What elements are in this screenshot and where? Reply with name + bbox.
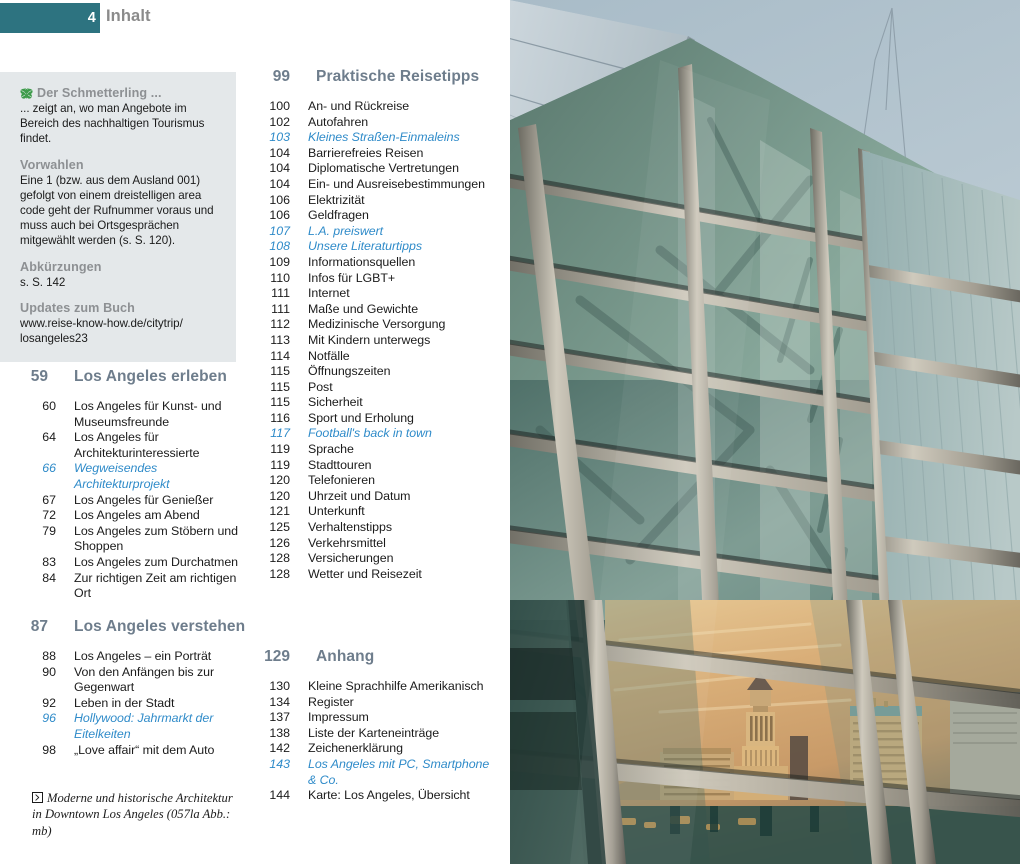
- toc-entry[interactable]: [252, 536, 500, 552]
- toc-section-page: 129: [264, 648, 290, 665]
- toc-entry-title: Zur richtigen Zeit am richtigen Ort: [74, 570, 237, 601]
- toc-entry-title: Los Angeles zum Durchatmen: [74, 554, 238, 569]
- toc-entry-page: 114: [270, 348, 290, 363]
- toc-entry-title: Los Angeles für Kunst- und Museumsfreunde: [74, 399, 222, 429]
- glass-facade-downtown-los-angeles-photo: [510, 0, 1020, 864]
- toc-entry[interactable]: [252, 458, 500, 474]
- toc-entry[interactable]: [252, 741, 500, 757]
- infobox-heading-updates: Updates zum Buch: [20, 300, 135, 315]
- toc-entry-page: 79: [42, 523, 56, 538]
- toc-entry-title: Karte: Los Angeles, Übersicht: [308, 788, 470, 803]
- toc-entry-title: Diplomatische Vertretungen: [308, 161, 459, 176]
- toc-entry-title: Los Angeles am Abend: [74, 508, 200, 523]
- toc-entry-page: 130: [269, 679, 290, 693]
- toc-entry-page: 110: [270, 270, 290, 285]
- toc-entry[interactable]: [252, 380, 500, 396]
- toc-section-anhang: [252, 648, 500, 804]
- toc-entry-title: Autofahren: [308, 114, 369, 129]
- toc-entry[interactable]: [252, 710, 500, 726]
- toc-entry[interactable]: [0, 711, 248, 742]
- toc-entry-page: 107: [269, 223, 290, 238]
- toc-entry-page: 119: [270, 457, 290, 472]
- toc-entry[interactable]: [252, 146, 500, 162]
- toc-entry-page: 120: [269, 473, 290, 488]
- toc-entry-title: Informationsquellen: [308, 254, 416, 269]
- toc-entry-title: Internet: [308, 286, 350, 301]
- toc-entry-page: 104: [269, 145, 290, 160]
- toc-entry-title: Ein- und Ausreisebestimmungen: [308, 176, 485, 191]
- infobox-heading-vorwahlen: Vorwahlen: [20, 157, 84, 172]
- toc-entry[interactable]: [252, 473, 500, 489]
- left-column: [0, 0, 248, 864]
- toc-entry-title: Kleine Sprachhilfe Amerikanisch: [308, 679, 484, 693]
- toc-entry-title: Von den Anfängen bis zur Gegenwart: [74, 664, 215, 695]
- toc-section-los-angeles-erleben: [0, 368, 248, 602]
- toc-entry-page: 64: [42, 430, 56, 445]
- toc-entry-page: 113: [270, 332, 290, 347]
- toc-entry-page: 96: [42, 711, 56, 726]
- toc-entry-page: 126: [269, 535, 290, 550]
- infobox-body-abkuerzungen: s. S. 142: [20, 275, 66, 289]
- toc-entry-title: Verkehrsmittel: [308, 535, 386, 550]
- toc-entry[interactable]: [252, 520, 500, 536]
- toc-entry[interactable]: [252, 115, 500, 131]
- infobox-heading-label: Der Schmetterling ...: [37, 86, 162, 100]
- toc-section-los-angeles-verstehen: [0, 618, 248, 758]
- toc-entry-title: Sport und Erholung: [308, 410, 414, 425]
- toc-entry-title: Öffnungszeiten: [308, 364, 391, 379]
- toc-entry-title: Football's back in town: [308, 426, 432, 441]
- page-title: Inhalt: [106, 7, 151, 25]
- toc-entry-page: 72: [42, 508, 56, 523]
- toc-entry-page: 108: [269, 239, 290, 254]
- toc-entry[interactable]: [252, 788, 500, 804]
- toc-entry-page: 84: [42, 570, 56, 585]
- toc-entry-page: 117: [270, 426, 290, 441]
- toc-entry[interactable]: [0, 461, 248, 492]
- toc-entry-page: 121: [269, 504, 290, 519]
- toc-section-page: 87: [30, 618, 48, 635]
- toc-entry-title: Telefonieren: [308, 473, 375, 488]
- toc-entry[interactable]: [252, 695, 500, 711]
- toc-entry-page: 102: [269, 114, 290, 129]
- toc-entry-page: 120: [269, 488, 290, 503]
- toc-entry-title: Zeichenerklärung: [308, 741, 403, 756]
- toc-entry-page: 111: [271, 301, 290, 316]
- toc-entry[interactable]: [252, 271, 500, 287]
- toc-entry[interactable]: [252, 504, 500, 520]
- toc-entry[interactable]: [252, 567, 500, 583]
- toc-entry-page: 138: [269, 725, 290, 740]
- toc-entry-page: 115: [270, 364, 290, 379]
- toc-entry-page: 134: [269, 694, 290, 709]
- toc-entry-page: 111: [271, 286, 290, 301]
- toc-entry-title: Uhrzeit und Datum: [308, 488, 411, 503]
- toc-entry-title: Wetter und Reisezeit: [308, 566, 422, 581]
- infobox-heading-schmetterling: [20, 86, 220, 100]
- toc-entry[interactable]: [252, 726, 500, 742]
- toc-entry[interactable]: [0, 665, 248, 696]
- toc-entry[interactable]: [0, 508, 248, 524]
- spacer: [20, 290, 220, 301]
- toc-entry-page: 137: [269, 710, 290, 725]
- toc-section-title: Los Angeles verstehen: [74, 618, 246, 635]
- toc-entry-title: Geldfragen: [308, 208, 369, 223]
- toc-entry-page: 143: [269, 756, 290, 771]
- toc-entry-page: 90: [42, 664, 56, 679]
- toc-entry-page: 115: [270, 379, 290, 394]
- toc-entry[interactable]: [252, 177, 500, 193]
- toc-entry[interactable]: [0, 696, 248, 712]
- toc-entry-page: 83: [42, 554, 56, 569]
- toc-entry[interactable]: [0, 743, 248, 759]
- toc-entry[interactable]: [252, 442, 500, 458]
- toc-entry-page: 128: [269, 566, 290, 581]
- toc-entry[interactable]: [252, 395, 500, 411]
- toc-entry-page: 98: [42, 742, 56, 757]
- toc-entry-page: 104: [269, 161, 290, 176]
- toc-entry-title: Wegweisendes Architekturprojekt: [74, 461, 170, 491]
- toc-entry-title: Liste der Karteneinträge: [308, 725, 440, 740]
- photo-caption-text: Moderne und historische Architektur in Downtown Los Angeles (057la Abb.: mb): [32, 791, 233, 838]
- infobox-body-vorwahlen: Eine 1 (bzw. aus dem Ausland 001) gefolgt von einem dreistelligen area code geht der Rufnummer voraus und muss auch bei Ortsgesprächen mitgewählt werden (s. S. 120).: [20, 173, 214, 248]
- toc-entry-title: Notfälle: [308, 348, 350, 363]
- toc-entry-title: Maße und Gewichte: [308, 301, 419, 316]
- toc-entry-title: Register: [308, 694, 354, 709]
- toc-entry[interactable]: [0, 524, 248, 555]
- toc-entry-page: 109: [269, 254, 290, 269]
- toc-entry[interactable]: [252, 99, 500, 115]
- toc-entry[interactable]: [0, 555, 248, 571]
- infobox-body-updates: www.reise-know-how.de/citytrip/ losangeles23: [20, 316, 183, 346]
- toc-entry[interactable]: [252, 130, 500, 146]
- toc-entry-title: Kleines Straßen-Einmaleins: [308, 130, 460, 145]
- toc-entry-title: Los Angeles – ein Porträt: [74, 649, 212, 663]
- toc-entry-title: Leben in der Stadt: [74, 695, 175, 710]
- toc-entry[interactable]: [252, 679, 500, 695]
- toc-entry-page: 125: [269, 520, 290, 535]
- toc-section-title: Anhang: [316, 648, 375, 665]
- toc-entry-title: Sprache: [308, 442, 354, 457]
- toc-entry-title: Medizinische Versorgung: [308, 317, 446, 332]
- toc-entry-title: Unterkunft: [308, 504, 365, 519]
- toc-section-header[interactable]: [252, 68, 500, 86]
- arrow-right-box-icon: [32, 792, 43, 803]
- toc-entry[interactable]: [0, 649, 248, 665]
- toc-section-page: 59: [30, 368, 48, 385]
- toc-entry-page: 60: [42, 399, 56, 413]
- toc-entry[interactable]: [252, 489, 500, 505]
- toc-entry-title: L.A. preiswert: [308, 223, 384, 238]
- toc-entry[interactable]: [0, 399, 248, 430]
- toc-entry[interactable]: [252, 208, 500, 224]
- toc-entry-title: „Love affair“ mit dem Auto: [74, 742, 215, 757]
- toc-entry[interactable]: [252, 426, 500, 442]
- toc-entry-title: Los Angeles für Architekturinteressierte: [74, 430, 200, 460]
- right-column: [252, 0, 502, 864]
- toc-entry-page: 100: [269, 99, 290, 113]
- toc-entry[interactable]: [252, 302, 500, 318]
- toc-entry-page: 116: [270, 410, 290, 425]
- toc-entry[interactable]: [0, 430, 248, 461]
- toc-entry[interactable]: [252, 239, 500, 255]
- toc-entry[interactable]: [252, 224, 500, 240]
- toc-entry[interactable]: [252, 161, 500, 177]
- toc-entry-page: 92: [42, 695, 56, 710]
- toc-entry[interactable]: [0, 493, 248, 509]
- toc-entry[interactable]: [252, 551, 500, 567]
- toc-entry-title: Stadttouren: [308, 457, 372, 472]
- toc-entry-title: Hollywood: Jahrmarkt der Eitelkeiten: [74, 711, 214, 741]
- toc-section-header[interactable]: [0, 618, 248, 636]
- toc-entry-page: 67: [42, 492, 56, 507]
- toc-entry-title: Barrierefreies Reisen: [308, 145, 424, 160]
- butterfly-icon: [20, 88, 33, 99]
- toc-section-praktische-reisetipps: [252, 68, 500, 582]
- toc-entry-title: Los Angeles für Genießer: [74, 492, 214, 507]
- toc-entry-page: 128: [269, 551, 290, 566]
- toc-entry-title: Verhaltenstipps: [308, 520, 392, 535]
- toc-section-title: Los Angeles erleben: [74, 368, 227, 385]
- toc-entry[interactable]: [252, 255, 500, 271]
- toc-section-header[interactable]: [0, 368, 248, 386]
- toc-entry-page: 104: [269, 176, 290, 191]
- toc-section-header[interactable]: [252, 648, 500, 666]
- toc-entry-page: 103: [269, 130, 290, 145]
- toc-entry-title: Infos für LGBT+: [308, 270, 396, 285]
- toc-entry[interactable]: [252, 317, 500, 333]
- toc-entry-page: 106: [269, 192, 290, 207]
- toc-entry-page: 112: [270, 317, 290, 332]
- toc-entry-title: Mit Kindern unterwegs: [308, 332, 431, 347]
- toc-entry-title: Los Angeles mit PC, Smartphone & Co.: [308, 756, 490, 787]
- toc-entry-title: Impressum: [308, 710, 369, 725]
- toc-entry-page: 119: [270, 442, 290, 457]
- toc-entry-title: Sicherheit: [308, 395, 363, 410]
- toc-entry[interactable]: [252, 333, 500, 349]
- toc-entry-page: 88: [42, 649, 56, 663]
- toc-entry-title: Versicherungen: [308, 551, 394, 566]
- folio-number: 4: [87, 10, 96, 26]
- toc-entry-page: 115: [270, 395, 290, 410]
- toc-section-title: Praktische Reisetipps: [316, 68, 480, 85]
- spacer: [20, 147, 220, 158]
- toc-entry-page: 66: [42, 461, 56, 476]
- toc-entry-page: 106: [269, 208, 290, 223]
- toc-entry-page: 144: [269, 788, 290, 803]
- toc-entry[interactable]: [252, 757, 500, 788]
- toc-entry[interactable]: [252, 286, 500, 302]
- spacer: [20, 249, 220, 260]
- photo-caption: [32, 790, 242, 839]
- info-box: [0, 72, 236, 362]
- toc-entry[interactable]: [252, 411, 500, 427]
- toc-entry-title: Los Angeles zum Stöbern und Shoppen: [74, 523, 238, 554]
- infobox-body-schmetterling: ... zeigt an, wo man Angebote im Bereich des nachhaltigen Tourismus findet.: [20, 102, 205, 146]
- toc-entry-title: Unsere Literaturtipps: [308, 239, 422, 254]
- toc-entry[interactable]: [252, 349, 500, 365]
- toc-entry[interactable]: [252, 364, 500, 380]
- toc-entry-title: Elektrizität: [308, 192, 365, 207]
- toc-entry[interactable]: [252, 193, 500, 209]
- toc-section-page: 99: [272, 68, 290, 85]
- toc-entry-title: An- und Rückreise: [308, 99, 410, 113]
- infobox-heading-abkuerzungen: Abkürzungen: [20, 259, 102, 274]
- toc-entry[interactable]: [0, 571, 248, 602]
- toc-entry-title: Post: [308, 379, 333, 394]
- toc-entry-page: 142: [269, 741, 290, 756]
